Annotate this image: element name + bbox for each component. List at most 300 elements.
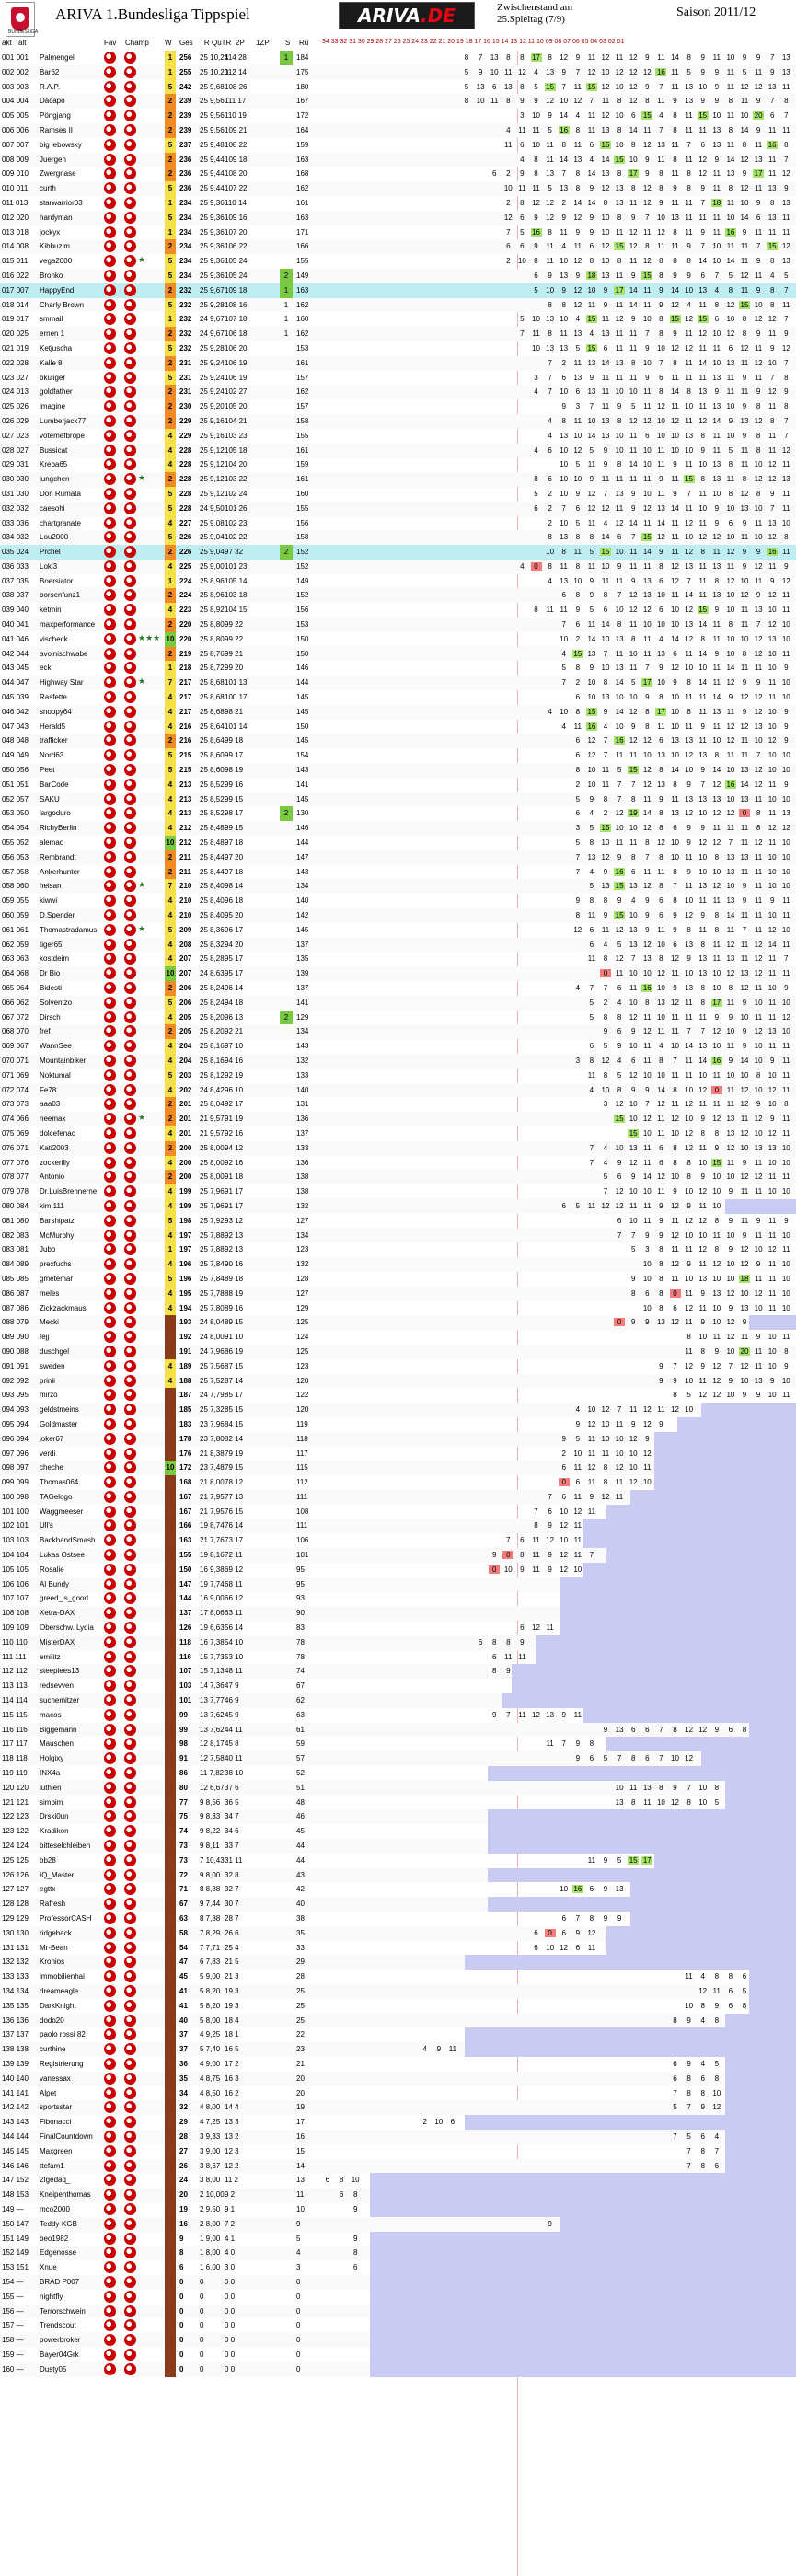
table-row[interactable] [0, 1897, 796, 1912]
table-row[interactable] [0, 1796, 796, 1810]
table-row[interactable] [0, 2348, 796, 2362]
player-name[interactable]: Waggmeeser [40, 1507, 84, 1516]
table-row[interactable] [0, 2144, 796, 2159]
table-row[interactable] [0, 1635, 796, 1650]
table-row[interactable] [0, 879, 796, 894]
table-row[interactable] [0, 94, 796, 109]
table-row[interactable] [0, 298, 796, 313]
table-row[interactable] [0, 1824, 796, 1839]
table-row[interactable] [0, 1083, 796, 1098]
player-name[interactable]: Ketjuscha [40, 343, 73, 352]
table-row[interactable] [0, 2362, 796, 2377]
table-row[interactable] [0, 1011, 796, 1025]
player-name[interactable]: Bronko [40, 271, 63, 280]
table-row[interactable] [0, 1170, 796, 1184]
table-row[interactable] [0, 254, 796, 269]
player-name[interactable]: Rembrandt [40, 852, 76, 861]
table-row[interactable] [0, 1751, 796, 1766]
player-name[interactable]: Goldmaster [40, 1419, 78, 1428]
player-name[interactable]: Pöngjang [40, 111, 71, 121]
table-row[interactable] [0, 1606, 796, 1621]
player-name[interactable]: ketmin [40, 606, 62, 615]
player-name[interactable]: Palmengel [40, 53, 75, 62]
table-row[interactable] [0, 2072, 796, 2086]
table-row[interactable] [0, 51, 796, 65]
player-name[interactable]: Registrierung [40, 2059, 84, 2068]
player-name[interactable]: big lebowsky [40, 140, 82, 149]
table-row[interactable] [0, 472, 796, 487]
table-row[interactable] [0, 923, 796, 938]
table-row[interactable] [0, 196, 796, 211]
player-name[interactable]: mirzo [40, 1391, 58, 1400]
player-name[interactable]: Kreba65 [40, 460, 68, 469]
table-row[interactable] [0, 1432, 796, 1447]
table-row[interactable] [0, 792, 796, 807]
player-name[interactable]: starwarrior03 [40, 198, 83, 207]
player-name[interactable]: iuthien [40, 1783, 62, 1792]
table-row[interactable] [0, 1693, 796, 1708]
player-name[interactable]: Alpet [40, 2088, 57, 2097]
player-name[interactable]: Maxgreen [40, 2146, 73, 2155]
player-name[interactable]: Kneipenthomas [40, 2190, 91, 2200]
table-row[interactable] [0, 65, 796, 80]
table-row[interactable] [0, 690, 796, 705]
col-2p[interactable]: 2P [236, 39, 245, 47]
table-row[interactable] [0, 1024, 796, 1039]
col-tr[interactable]: TR [200, 39, 210, 47]
table-row[interactable] [0, 530, 796, 545]
table-row[interactable] [0, 545, 796, 560]
table-row[interactable] [0, 778, 796, 792]
table-row[interactable] [0, 1854, 796, 1868]
table-row[interactable] [0, 865, 796, 880]
player-name[interactable]: Highway Star [40, 678, 84, 687]
player-name[interactable]: aaa03 [40, 1100, 61, 1109]
table-row[interactable] [0, 1912, 796, 1926]
table-row[interactable] [0, 1970, 796, 1984]
table-row[interactable] [0, 269, 796, 283]
table-row[interactable] [0, 1533, 796, 1548]
player-name[interactable]: Lumberjack77 [40, 416, 87, 425]
col-champ[interactable]: Champ [125, 39, 149, 47]
table-row[interactable] [0, 1679, 796, 1693]
table-row[interactable] [0, 2130, 796, 2144]
table-row[interactable] [0, 211, 796, 225]
player-name[interactable]: cheche [40, 1463, 63, 1473]
player-name[interactable]: suchemitzer [40, 1696, 80, 1705]
player-name[interactable]: Kronios [40, 1958, 65, 1967]
player-name[interactable]: Bussicat [40, 445, 68, 455]
player-name[interactable]: macos [40, 1710, 62, 1719]
table-row[interactable] [0, 341, 796, 356]
table-row[interactable] [0, 588, 796, 603]
player-name[interactable]: Dr.LuisBrennerne [40, 1187, 98, 1196]
player-name[interactable]: Dr Bio [40, 969, 61, 978]
table-row[interactable] [0, 2159, 796, 2174]
table-row[interactable] [0, 618, 796, 632]
player-name[interactable]: curthine [40, 2045, 66, 2054]
player-name[interactable]: bb28 [40, 1855, 56, 1865]
table-row[interactable] [0, 1242, 796, 1257]
table-row[interactable] [0, 1839, 796, 1854]
table-row[interactable] [0, 371, 796, 386]
player-name[interactable]: vega2000 [40, 257, 73, 266]
player-name[interactable]: prexfuchs [40, 1260, 72, 1269]
table-row[interactable] [0, 1330, 796, 1345]
player-name[interactable]: steeplees13 [40, 1667, 80, 1676]
col-1zp[interactable]: 1ZP [256, 39, 270, 47]
table-row[interactable] [0, 1069, 796, 1083]
table-row[interactable] [0, 1097, 796, 1112]
player-name[interactable]: Kalle 8 [40, 358, 63, 367]
player-name[interactable]: Terrorschwein [40, 2306, 86, 2316]
table-row[interactable] [0, 1359, 796, 1374]
player-name[interactable]: Kradikon [40, 1827, 69, 1836]
player-name[interactable]: kiwwi [40, 896, 58, 906]
player-name[interactable]: INX4a [40, 1769, 61, 1778]
player-name[interactable]: prinii [40, 1376, 55, 1385]
table-row[interactable] [0, 1941, 796, 1956]
table-row[interactable] [0, 821, 796, 836]
table-row[interactable] [0, 1577, 796, 1592]
col-fav[interactable]: Fav [104, 39, 117, 47]
table-row[interactable] [0, 894, 796, 908]
player-name[interactable]: Barshipatz [40, 1216, 75, 1225]
table-row[interactable] [0, 1664, 796, 1679]
table-row[interactable] [0, 1882, 796, 1897]
table-row[interactable] [0, 2086, 796, 2101]
table-row[interactable] [0, 2188, 796, 2202]
player-name[interactable]: neemax [40, 1115, 66, 1124]
player-name[interactable]: RichyBerlin [40, 824, 77, 833]
table-row[interactable] [0, 153, 796, 167]
table-row[interactable] [0, 1126, 796, 1141]
player-name[interactable]: beo1982 [40, 2234, 69, 2243]
col-ts[interactable]: TS [281, 39, 291, 47]
table-row[interactable] [0, 1955, 796, 1970]
player-name[interactable]: Bayer04Grk [40, 2350, 79, 2359]
player-name[interactable]: simbim [40, 1797, 63, 1807]
table-row[interactable] [0, 1315, 796, 1330]
player-name[interactable]: Bidesti [40, 984, 63, 992]
col-qutr[interactable]: QuTR [212, 39, 232, 47]
player-name[interactable]: TAGelogo [40, 1492, 73, 1501]
player-name[interactable]: Solventzo [40, 998, 73, 1007]
table-row[interactable] [0, 908, 796, 923]
player-name[interactable]: largoduro [40, 809, 71, 818]
player-name[interactable]: Herald5 [40, 722, 66, 731]
player-name[interactable]: Thomas064 [40, 1478, 79, 1487]
player-name[interactable]: goldfather [40, 387, 73, 397]
table-row[interactable] [0, 2260, 796, 2275]
table-row[interactable] [0, 1388, 796, 1403]
table-row[interactable] [0, 1345, 796, 1359]
table-row[interactable] [0, 2232, 796, 2247]
player-name[interactable]: R.A.P. [40, 82, 61, 91]
table-row[interactable] [0, 429, 796, 444]
table-row[interactable] [0, 2217, 796, 2232]
player-name[interactable]: Thomastradamus [40, 925, 98, 934]
player-name[interactable]: Dirsch [40, 1012, 61, 1022]
table-row[interactable] [0, 327, 796, 341]
player-name[interactable]: paolo rossi 82 [40, 2030, 86, 2039]
player-name[interactable]: greed_is_good [40, 1594, 88, 1603]
table-row[interactable] [0, 2275, 796, 2290]
player-name[interactable]: BackhandSmash [40, 1536, 96, 1545]
player-name[interactable]: Mauschen [40, 1739, 74, 1749]
table-row[interactable] [0, 123, 796, 138]
table-row[interactable] [0, 1287, 796, 1301]
player-name[interactable]: Charly Brown [40, 300, 85, 309]
table-row[interactable] [0, 385, 796, 399]
player-name[interactable]: smmail [40, 315, 63, 324]
player-name[interactable]: Ull's [40, 1521, 53, 1531]
table-row[interactable] [0, 225, 796, 240]
table-row[interactable] [0, 1447, 796, 1461]
player-name[interactable]: fref [40, 1027, 51, 1036]
table-row[interactable] [0, 1184, 796, 1199]
table-row[interactable] [0, 981, 796, 996]
player-name[interactable]: dolcefenac [40, 1128, 75, 1138]
player-name[interactable]: Don Rumata [40, 489, 81, 498]
player-name[interactable]: Zwergnase [40, 169, 76, 179]
table-row[interactable] [0, 1490, 796, 1505]
player-name[interactable]: Mr-Bean [40, 1943, 68, 1952]
player-name[interactable]: verdi [40, 1449, 56, 1458]
table-row[interactable] [0, 1563, 796, 1577]
table-row[interactable] [0, 2305, 796, 2319]
player-name[interactable]: dodo20 [40, 2016, 64, 2025]
player-name[interactable]: jungchen [40, 475, 70, 484]
player-name[interactable]: nightfly [40, 2292, 63, 2301]
table-row[interactable] [0, 167, 796, 181]
table-row[interactable] [0, 966, 796, 981]
player-name[interactable]: BarCode [40, 780, 69, 789]
table-row[interactable] [0, 560, 796, 574]
player-name[interactable]: sportsstar [40, 2103, 73, 2112]
table-row[interactable] [0, 1737, 796, 1751]
player-name[interactable]: 2Igedaq_ [40, 2176, 71, 2185]
player-name[interactable]: redsevven [40, 1681, 74, 1691]
table-row[interactable] [0, 1868, 796, 1883]
table-row[interactable] [0, 1301, 796, 1316]
table-row[interactable] [0, 2318, 796, 2333]
table-row[interactable] [0, 1417, 796, 1432]
table-row[interactable] [0, 2100, 796, 2115]
player-name[interactable]: McMurphy [40, 1230, 75, 1240]
table-row[interactable] [0, 138, 796, 153]
table-row[interactable] [0, 283, 796, 298]
player-name[interactable]: kostdeim [40, 954, 70, 964]
player-name[interactable]: zockerilly [40, 1158, 70, 1167]
table-row[interactable] [0, 2246, 796, 2260]
player-name[interactable]: vischeck [40, 634, 68, 643]
player-name[interactable]: borsenfunz1 [40, 591, 81, 600]
player-name[interactable]: curth [40, 184, 56, 193]
table-row[interactable] [0, 1621, 796, 1635]
player-name[interactable]: Xetra-DAX [40, 1609, 75, 1618]
table-row[interactable] [0, 952, 796, 966]
player-name[interactable]: mco2000 [40, 2204, 70, 2213]
table-row[interactable] [0, 676, 796, 690]
table-row[interactable] [0, 748, 796, 763]
player-name[interactable]: ttefam1 [40, 2161, 64, 2170]
player-name[interactable]: D.Spender [40, 911, 75, 920]
player-name[interactable]: ridgeback [40, 1928, 72, 1937]
player-name[interactable]: ernen 1 [40, 329, 65, 339]
table-row[interactable] [0, 938, 796, 953]
player-name[interactable]: joker67 [40, 1434, 64, 1443]
player-name[interactable]: jockyx [40, 227, 61, 237]
player-name[interactable]: meles [40, 1288, 60, 1298]
table-row[interactable] [0, 1229, 796, 1243]
table-row[interactable] [0, 1141, 796, 1156]
player-name[interactable]: Holgixy [40, 1754, 64, 1763]
player-name[interactable]: egttx [40, 1885, 56, 1894]
player-name[interactable]: HappyEnd [40, 285, 75, 295]
table-row[interactable] [0, 836, 796, 850]
player-name[interactable]: bkuliger [40, 373, 66, 382]
col-w[interactable]: W [165, 39, 172, 47]
table-row[interactable] [0, 399, 796, 414]
player-name[interactable]: sweden [40, 1361, 65, 1370]
ariva-brand-logo[interactable] [339, 2, 475, 29]
player-name[interactable]: Bar62 [40, 67, 60, 76]
table-row[interactable] [0, 2014, 796, 2028]
player-name[interactable]: hardyman [40, 213, 73, 222]
player-name[interactable]: Teddy-KGB [40, 2219, 77, 2228]
table-row[interactable] [0, 516, 796, 531]
player-name[interactable]: Ramses II [40, 125, 74, 134]
player-name[interactable]: bitteselchleiben [40, 1842, 91, 1851]
player-name[interactable]: MisterDAX [40, 1637, 75, 1646]
table-row[interactable] [0, 720, 796, 734]
table-row[interactable] [0, 1112, 796, 1126]
table-row[interactable] [0, 1214, 796, 1229]
col-ges[interactable]: Ges [179, 39, 193, 47]
player-name[interactable]: Biggemann [40, 1725, 77, 1734]
player-name[interactable]: snoopy64 [40, 707, 72, 716]
table-row[interactable] [0, 1999, 796, 2014]
table-row[interactable] [0, 487, 796, 502]
table-row[interactable] [0, 2042, 796, 2057]
table-row[interactable] [0, 1781, 796, 1796]
player-name[interactable]: kim.111 [40, 1201, 64, 1210]
player-name[interactable]: heisan [40, 882, 62, 891]
player-name[interactable]: ProfessorCASH [40, 1914, 92, 1923]
table-row[interactable] [0, 444, 796, 458]
player-name[interactable]: Mecki [40, 1318, 59, 1327]
table-row[interactable] [0, 181, 796, 196]
player-name[interactable]: dreameagle [40, 1986, 79, 1995]
player-name[interactable]: Peet [40, 766, 55, 775]
player-name[interactable]: WannSee [40, 1042, 72, 1051]
player-name[interactable]: avoinischwabe [40, 649, 88, 658]
table-row[interactable] [0, 80, 796, 95]
player-name[interactable]: ecki [40, 664, 53, 673]
table-row[interactable] [0, 661, 796, 676]
player-name[interactable]: Nord63 [40, 751, 64, 760]
player-name[interactable]: Zickzackmaus [40, 1303, 87, 1312]
player-name[interactable]: Dusty05 [40, 2364, 67, 2374]
table-row[interactable] [0, 502, 796, 516]
player-name[interactable]: Jubo [40, 1245, 56, 1254]
table-row[interactable] [0, 632, 796, 647]
table-row[interactable] [0, 763, 796, 778]
player-name[interactable]: Oberschw. Lydia [40, 1623, 94, 1633]
table-row[interactable] [0, 647, 796, 662]
table-row[interactable] [0, 1374, 796, 1389]
player-name[interactable]: Antonio [40, 1172, 65, 1182]
table-row[interactable] [0, 2333, 796, 2348]
table-row[interactable] [0, 2173, 796, 2188]
player-name[interactable]: Dacapo [40, 97, 65, 106]
player-name[interactable]: Fe78 [40, 1085, 57, 1094]
table-row[interactable] [0, 574, 796, 589]
player-name[interactable]: FinalCountdown [40, 2131, 93, 2141]
table-row[interactable] [0, 1505, 796, 1519]
player-name[interactable]: Prchel [40, 548, 61, 557]
player-name[interactable]: powerbroker [40, 2336, 81, 2345]
table-row[interactable] [0, 1723, 796, 1738]
player-name[interactable]: vanessax [40, 2074, 71, 2083]
table-row[interactable] [0, 1272, 796, 1287]
player-name[interactable]: Fibonacci [40, 2118, 72, 2127]
table-row[interactable] [0, 2115, 796, 2130]
table-row[interactable] [0, 1156, 796, 1171]
player-name[interactable]: geldstmeins [40, 1405, 79, 1415]
table-row[interactable] [0, 414, 796, 429]
player-name[interactable]: Noktumal [40, 1070, 71, 1080]
player-name[interactable]: Rafresh [40, 1900, 66, 1909]
table-row[interactable] [0, 1926, 796, 1941]
player-name[interactable]: Boersiator [40, 576, 74, 585]
player-name[interactable]: Rasfette [40, 693, 67, 702]
player-name[interactable]: gmetemar [40, 1274, 74, 1283]
table-row[interactable] [0, 2027, 796, 2042]
player-name[interactable]: chartgranate [40, 518, 81, 527]
player-name[interactable]: Loki3 [40, 561, 58, 571]
table-row[interactable] [0, 1809, 796, 1824]
table-row[interactable] [0, 1461, 796, 1475]
player-name[interactable]: trafficker [40, 736, 68, 745]
table-row[interactable] [0, 1548, 796, 1563]
player-name[interactable]: Juergen [40, 155, 66, 164]
player-name[interactable]: Xnue [40, 2263, 57, 2272]
table-row[interactable] [0, 1199, 796, 1214]
table-row[interactable] [0, 603, 796, 618]
player-name[interactable]: Lukas Ostsee [40, 1551, 85, 1560]
player-name[interactable]: Rosalie [40, 1565, 64, 1574]
table-row[interactable] [0, 2290, 796, 2305]
table-row[interactable] [0, 1650, 796, 1665]
player-name[interactable]: votemefbrope [40, 431, 85, 440]
player-name[interactable]: maxperformance [40, 620, 96, 630]
player-name[interactable]: Lou2000 [40, 533, 69, 542]
table-row[interactable] [0, 457, 796, 472]
table-row[interactable] [0, 850, 796, 865]
player-name[interactable]: BRAD P007 [40, 2277, 80, 2286]
player-name[interactable]: imagine [40, 402, 66, 411]
player-name[interactable]: tiger65 [40, 940, 63, 949]
player-name[interactable]: alemao [40, 838, 64, 848]
player-name[interactable]: Drski0un [40, 1812, 69, 1821]
player-name[interactable]: IQ_Master [40, 1870, 75, 1879]
player-name[interactable]: Ankerhunter [40, 867, 80, 876]
table-row[interactable] [0, 1257, 796, 1272]
player-name[interactable]: immobilienhai [40, 1972, 85, 1981]
table-row[interactable] [0, 705, 796, 720]
